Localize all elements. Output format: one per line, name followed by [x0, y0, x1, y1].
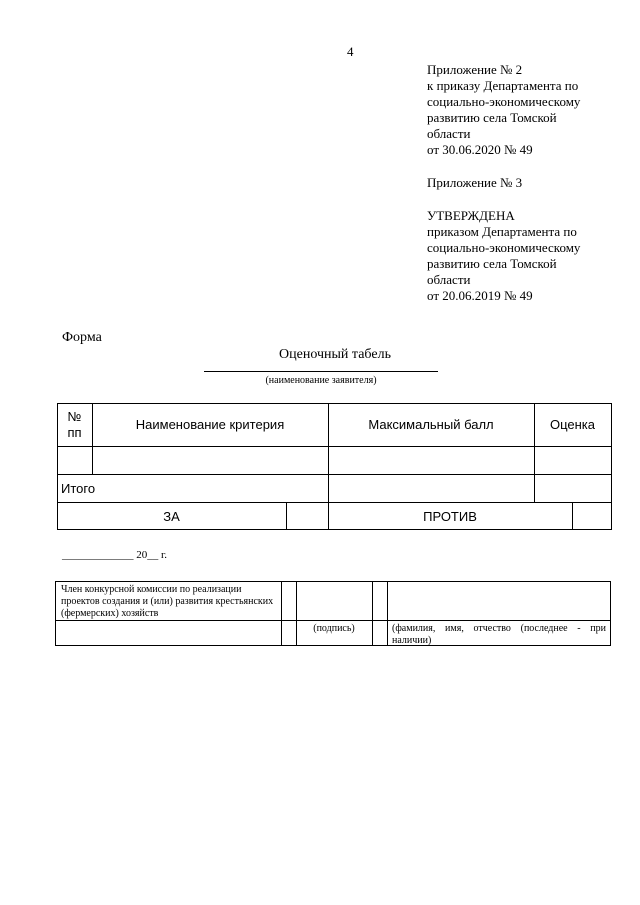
form-title: Оценочный табель: [279, 347, 391, 362]
date-line: _____________ 20__ г.: [62, 549, 168, 561]
page-number: 4: [347, 44, 354, 59]
against-label: ПРОТИВ: [423, 509, 477, 524]
full-name-caption: (фамилия, имя, отчество (последнее - при наличии): [392, 623, 606, 646]
form-label: Форма: [62, 330, 102, 345]
appendix-line: области: [427, 126, 471, 141]
approved-line: области: [427, 272, 471, 287]
signature-caption: (подпись): [313, 623, 355, 634]
appendix-line: Приложение № 2: [427, 62, 523, 77]
column-number-symbol: №: [67, 409, 82, 424]
appendix-line: Приложение № 3: [427, 175, 523, 190]
column-number-abbr: пп: [67, 425, 82, 440]
column-max-score-header: Максимальный балл: [368, 417, 494, 432]
appendix-3-block: [427, 175, 522, 191]
applicant-name-line: [204, 371, 438, 372]
approved-block: [427, 208, 580, 304]
for-label: ЗА: [163, 509, 180, 524]
approved-line: приказом Департамента по: [427, 224, 577, 239]
applicant-caption: (наименование заявителя): [265, 375, 377, 386]
approved-line: от 20.06.2019 № 49: [427, 288, 533, 303]
approved-line: социально-экономическому: [427, 240, 581, 255]
approved-line: УТВЕРЖДЕНА: [427, 208, 515, 223]
column-rating-header: Оценка: [549, 417, 596, 432]
appendix-line: к приказу Департамента по: [427, 78, 579, 93]
column-criterion-header: Наименование критерия: [135, 417, 285, 432]
appendix-line: социально-экономическому: [427, 94, 581, 109]
appendix-line: от 30.06.2020 № 49: [427, 142, 533, 157]
total-label: Итого: [61, 481, 96, 496]
column-number-header: [57, 409, 92, 441]
appendix-line: развитию села Томской: [427, 110, 557, 125]
commission-member-label: Член конкурсной комиссии по реализации проектов создания и (или) развития крестьянских (фермерских) хозяйств: [61, 584, 274, 619]
appendix-2-block: [427, 62, 580, 158]
approved-line: развитию села Томской: [427, 256, 557, 271]
